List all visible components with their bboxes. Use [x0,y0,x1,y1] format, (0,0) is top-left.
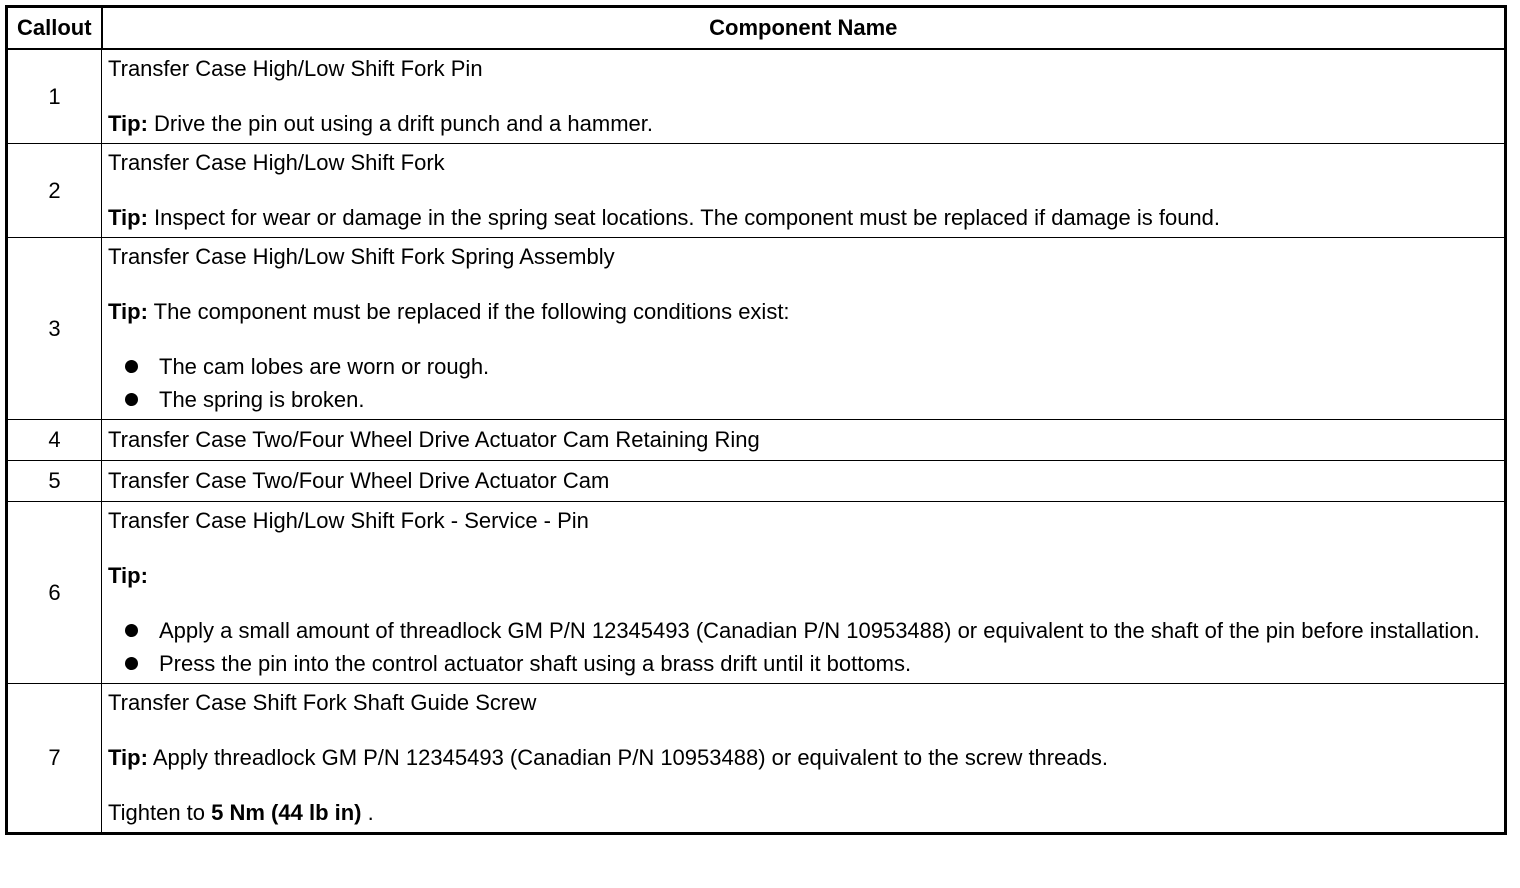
tip-label: Tip: [108,299,148,324]
callout-number: 5 [7,461,102,502]
tip-text: Drive the pin out using a drift punch and a hammer. [147,111,653,136]
component-title: Transfer Case Two/Four Wheel Drive Actuator Cam [108,468,610,493]
callout-number: 6 [7,502,102,684]
tip-paragraph [108,745,1504,771]
tip-paragraph [108,563,1504,589]
component-name-cell [102,420,1506,461]
component-title: Transfer Case High/Low Shift Fork [108,150,445,175]
table-row [7,420,1506,461]
component-title: Transfer Case Two/Four Wheel Drive Actuator Cam Retaining Ring [108,427,760,452]
table-header-row [7,7,1506,50]
component-title: Transfer Case Shift Fork Shaft Guide Screw [108,690,537,715]
bullet-dot-icon [125,657,138,670]
component-name-cell [102,502,1506,684]
bullet-dot-icon [125,360,138,373]
tip-paragraph [108,111,1504,137]
callout-number: 4 [7,420,102,461]
callout-number: 7 [7,684,102,834]
bullet-list [108,618,1504,677]
component-name-cell [102,684,1506,834]
component-name-cell [102,144,1506,238]
torque-value: 5 Nm (44 lb in) [211,800,362,825]
torque-suffix: . [361,800,374,825]
tip-text: Inspect for wear or damage in the spring seat locations. The component must be replaced if damage is found. [147,205,1221,230]
bullet-text: The cam lobes are worn or rough. [159,354,490,379]
bullet-text: The spring is broken. [159,387,365,412]
bullet-item [125,651,1504,677]
component-name-cell [102,49,1506,144]
torque-prefix: Tighten to [108,800,212,825]
component-title: Transfer Case High/Low Shift Fork - Service - Pin [108,508,589,533]
callout-number: 2 [7,144,102,238]
tip-label: Tip: [108,563,148,588]
torque-spec [108,800,1504,826]
tip-paragraph [108,205,1504,231]
table-row [7,144,1506,238]
table-row [7,49,1506,144]
callout-number: 1 [7,49,102,144]
table-row [7,238,1506,420]
bullet-item [125,387,1504,413]
bullet-dot-icon [125,624,138,637]
tip-text: Apply threadlock GM P/N 12345493 (Canadian P/N 10953488) or equivalent to the screw threads. [147,745,1108,770]
bullet-dot-icon [125,393,138,406]
table-row [7,461,1506,502]
table-row [7,502,1506,684]
component-table [5,5,1507,835]
tip-paragraph [108,299,1504,325]
table-row [7,684,1506,834]
component-name-cell [102,238,1506,420]
component-name-header: Component Name [102,7,1506,50]
bullet-text: Apply a small amount of threadlock GM P/N 12345493 (Canadian P/N 10953488) or equivalent to the shaft of the pin before installation. [159,618,1480,643]
tip-label: Tip: [108,111,148,136]
bullet-item [125,354,1504,380]
callout-number: 3 [7,238,102,420]
bullet-list [108,354,1504,413]
component-name-cell [102,461,1506,502]
tip-text: The component must be replaced if the following conditions exist: [147,299,790,324]
bullet-text: Press the pin into the control actuator shaft using a brass drift until it bottoms. [159,651,912,676]
component-title: Transfer Case High/Low Shift Fork Pin [108,56,483,81]
bullet-item [125,618,1504,644]
tip-label: Tip: [108,205,148,230]
callout-header: Callout [7,7,102,50]
component-title: Transfer Case High/Low Shift Fork Spring Assembly [108,244,615,269]
tip-label: Tip: [108,745,148,770]
